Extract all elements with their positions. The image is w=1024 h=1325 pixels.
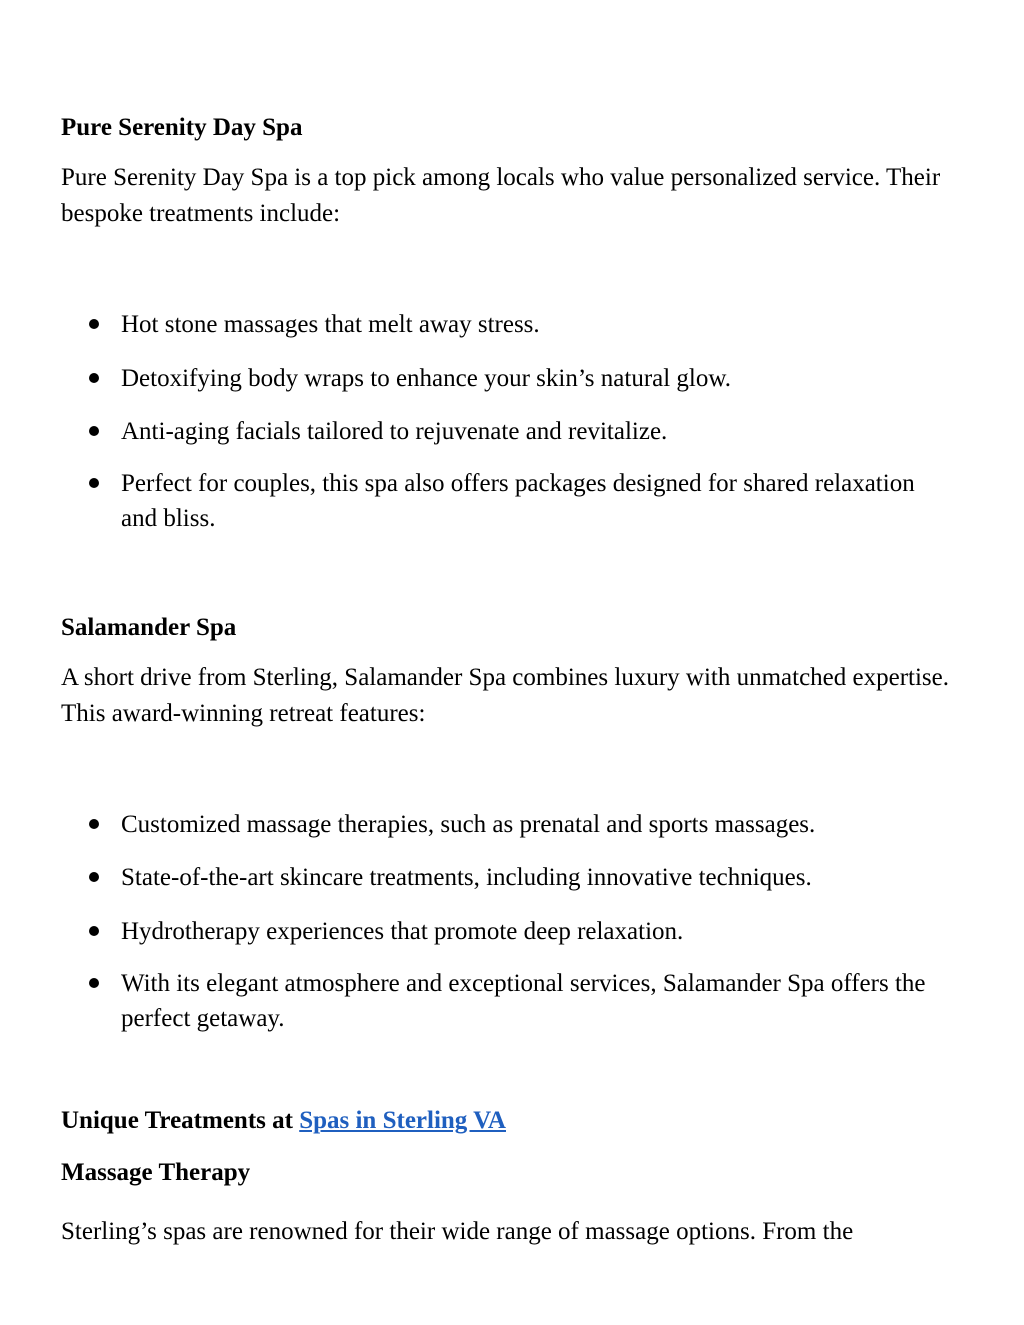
massage-therapy-text: Sterling’s spas are renowned for their wide range of massage options. From the <box>61 1218 854 1245</box>
list-item-text: Customized massage therapies, such as prenatal and sports massages. <box>121 811 816 838</box>
section-heading-salamander: Salamander Spa <box>61 614 237 641</box>
list-item-text: Detoxifying body wraps to enhance your skin’s natural glow. <box>121 365 732 392</box>
section-intro-salamander: A short drive from Sterling, Salamander Spa combines luxury with unmatched expertise. This award-winning retreat features: <box>61 664 950 727</box>
bullet-icon <box>89 478 99 488</box>
bullet-icon <box>89 926 99 936</box>
bullet-icon <box>89 978 99 988</box>
list-item-text: Perfect for couples, this spa also offers packages designed for shared relaxation and bliss. <box>121 470 915 532</box>
bullet-icon <box>89 319 99 329</box>
massage-therapy-heading: Massage Therapy <box>61 1159 251 1186</box>
section-intro-pure-serenity: Pure Serenity Day Spa is a top pick among locals who value personalized service. Their bespoke treatments include: <box>61 164 941 227</box>
list-item-text: With its elegant atmosphere and exceptional services, Salamander Spa offers the perfect getaway. <box>121 970 926 1032</box>
list-item-text: Hot stone massages that melt away stress. <box>121 311 540 338</box>
list-item-text: State-of-the-art skincare treatments, including innovative techniques. <box>121 864 812 891</box>
unique-treatments-prefix: Unique Treatments at <box>61 1107 300 1134</box>
bullet-icon <box>89 819 99 829</box>
spas-in-sterling-link[interactable]: Spas in Sterling VA <box>299 1107 506 1134</box>
unique-treatments-heading <box>61 1106 506 1136</box>
bullet-icon <box>89 373 99 383</box>
list-item-text: Anti-aging facials tailored to rejuvenate and revitalize. <box>121 418 668 445</box>
list-item-text: Hydrotherapy experiences that promote deep relaxation. <box>121 918 684 945</box>
bullet-icon <box>89 426 99 436</box>
bullet-icon <box>89 872 99 882</box>
section-heading-pure-serenity: Pure Serenity Day Spa <box>61 114 303 141</box>
